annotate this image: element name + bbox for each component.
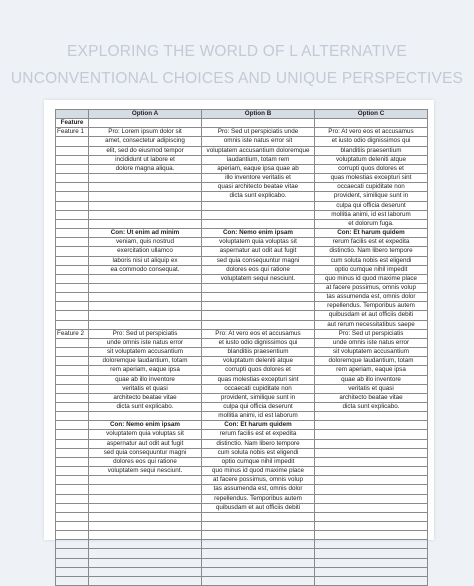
table-cell[interactable] (56, 348, 89, 357)
table-cell[interactable] (89, 531, 202, 540)
table-row (56, 567, 428, 576)
table-cell[interactable]: aperiam, eaque ipsa quae ab (202, 164, 315, 173)
table-cell[interactable] (202, 311, 315, 320)
table-cell[interactable]: optio cumque nihil impedit (315, 265, 428, 274)
table-cell[interactable] (202, 567, 315, 576)
table-cell[interactable]: corrupti quos dolores et (315, 164, 428, 173)
table-cell[interactable]: doloremque laudantium, totam (315, 357, 428, 366)
table-cell[interactable] (56, 439, 89, 448)
table-cell[interactable]: voluptatum deleniti atque (315, 155, 428, 164)
table-cell[interactable]: dicta sunt explicabo. (315, 403, 428, 412)
table-cell[interactable] (89, 183, 202, 192)
table-cell[interactable]: quasi architecto beatae vitae (202, 183, 315, 192)
table-cell[interactable] (56, 558, 89, 567)
table-cell[interactable] (202, 293, 315, 302)
table-cell[interactable] (56, 421, 89, 430)
table-cell[interactable] (202, 210, 315, 219)
table-cell[interactable] (56, 531, 89, 540)
table-cell[interactable] (56, 393, 89, 402)
table-cell[interactable]: culpa qui officia deserunt (202, 403, 315, 412)
table-cell[interactable] (89, 302, 202, 311)
table-row (56, 219, 428, 228)
table-row (56, 384, 428, 393)
table-cell[interactable] (202, 512, 315, 521)
table-cell[interactable]: illo inventore veritatis et (202, 174, 315, 183)
table-cell[interactable]: Con: Ut enim ad minim (89, 229, 202, 238)
table-cell[interactable]: tas assumenda est, omnis dolor (202, 485, 315, 494)
table-row (56, 393, 428, 402)
table-cell[interactable] (56, 375, 89, 384)
table-cell[interactable] (89, 540, 202, 549)
table-cell[interactable] (56, 476, 89, 485)
table-cell[interactable] (89, 201, 202, 210)
table-cell[interactable]: sit voluptatem accusantium (89, 348, 202, 357)
table-row (56, 467, 428, 476)
comparison-table (55, 109, 428, 586)
table-cell[interactable]: omnis iste natus error sit (202, 137, 315, 146)
table-cell[interactable]: Con: Et harum quidem (202, 421, 315, 430)
table-row (56, 302, 428, 311)
table-cell[interactable] (56, 448, 89, 457)
table-cell[interactable] (202, 219, 315, 228)
table-cell[interactable] (56, 412, 89, 421)
table-cell[interactable]: Pro: Sed ut perspiciatis (315, 329, 428, 338)
table-row (56, 476, 428, 485)
table-cell[interactable] (56, 485, 89, 494)
table-cell[interactable] (56, 302, 89, 311)
table-row (56, 540, 428, 549)
table-cell[interactable] (202, 320, 315, 329)
table-cell[interactable] (56, 201, 89, 210)
table-cell[interactable]: rerum facilis est et expedita (315, 238, 428, 247)
table-cell[interactable] (56, 430, 89, 439)
table-cell[interactable] (315, 430, 428, 439)
table-cell[interactable] (56, 247, 89, 256)
table-row (56, 311, 428, 320)
table-cell[interactable]: voluptatem quia voluptas sit (202, 238, 315, 247)
table-cell[interactable]: tas assumenda est, omnis dolor (315, 293, 428, 302)
table-cell[interactable] (56, 155, 89, 164)
table-row (56, 421, 428, 430)
table-row (56, 485, 428, 494)
table-cell[interactable]: unde omnis iste natus error (315, 338, 428, 347)
table-cell[interactable] (56, 293, 89, 302)
table-row (56, 183, 428, 192)
table-row (56, 274, 428, 283)
table-cell[interactable]: dolore magna aliqua. (89, 164, 202, 173)
table-row (56, 210, 428, 219)
table-cell[interactable] (89, 311, 202, 320)
table-cell[interactable] (56, 494, 89, 503)
table-cell[interactable] (56, 137, 89, 146)
table-cell[interactable]: optio cumque nihil impedit (202, 457, 315, 466)
table-cell[interactable]: doloremque laudantium, totam (89, 357, 202, 366)
column-header[interactable]: Option C (315, 110, 428, 119)
table-cell[interactable] (315, 522, 428, 531)
table-cell[interactable] (315, 567, 428, 576)
table-row (56, 512, 428, 521)
table-cell[interactable] (56, 219, 89, 228)
table-row (56, 412, 428, 421)
table-cell[interactable] (89, 522, 202, 531)
table-cell[interactable]: voluptatum deleniti atque (202, 357, 315, 366)
table-row (56, 558, 428, 567)
table-cell[interactable]: quo minus id quod maxime place (315, 274, 428, 283)
table-cell[interactable] (315, 512, 428, 521)
table-cell[interactable]: mollitia animi, id est laborum (315, 210, 428, 219)
table-cell[interactable]: corrupti quos dolores et (202, 366, 315, 375)
table-cell[interactable] (89, 210, 202, 219)
table-cell[interactable]: elit, sed do eiusmod tempor (89, 146, 202, 155)
table-cell[interactable]: distinctio. Nam libero tempore (202, 439, 315, 448)
table-cell[interactable]: incididunt ut labore et (89, 155, 202, 164)
table-row (56, 146, 428, 155)
table-row (56, 137, 428, 146)
table-row (56, 229, 428, 238)
table-row (56, 247, 428, 256)
table-cell[interactable]: dolores eos qui ratione (89, 457, 202, 466)
table-cell[interactable] (315, 576, 428, 585)
table-cell[interactable] (89, 476, 202, 485)
table-row (56, 348, 428, 357)
table-cell[interactable]: quae ab illo inventore (315, 375, 428, 384)
table-cell[interactable] (56, 210, 89, 219)
table-cell[interactable] (202, 283, 315, 292)
table-row (56, 192, 428, 201)
table-cell[interactable]: at facere possimus, omnis volup (202, 476, 315, 485)
table-cell[interactable]: Feature 1 (56, 128, 89, 137)
table-cell[interactable]: architecto beatae vitae (89, 393, 202, 402)
table-cell[interactable] (89, 119, 202, 128)
table-row (56, 430, 428, 439)
table-cell[interactable] (56, 274, 89, 283)
table-cell[interactable] (202, 522, 315, 531)
table-cell[interactable]: exercitation ullamco (89, 247, 202, 256)
table-cell[interactable]: Pro: Lorem ipsum dolor sit (89, 128, 202, 137)
table-row (56, 448, 428, 457)
table-cell[interactable]: sit voluptatem accusantium (315, 348, 428, 357)
table-cell[interactable]: dolores eos qui ratione (202, 265, 315, 274)
table-cell[interactable] (89, 320, 202, 329)
table-cell[interactable] (315, 119, 428, 128)
table-cell[interactable] (56, 238, 89, 247)
table-cell[interactable]: aspernatur aut odit aut fugit (202, 247, 315, 256)
table-cell[interactable] (56, 320, 89, 329)
table-cell[interactable]: repellendus. Temporibus autem (202, 494, 315, 503)
table-row (56, 338, 428, 347)
table-cell[interactable]: ea commodo consequat. (89, 265, 202, 274)
table-row (56, 457, 428, 466)
table-cell[interactable] (315, 485, 428, 494)
table-cell[interactable]: at facere possimus, omnis volup (315, 283, 428, 292)
table-row (56, 174, 428, 183)
table-cell[interactable] (202, 119, 315, 128)
table-cell[interactable] (89, 567, 202, 576)
table-cell[interactable]: unde omnis iste natus error (89, 338, 202, 347)
table-row (56, 155, 428, 164)
table-cell[interactable]: Feature (56, 119, 89, 128)
table-cell[interactable] (315, 558, 428, 567)
table-cell[interactable] (315, 503, 428, 512)
table-cell[interactable]: quas molestias excepturi sint (315, 174, 428, 183)
table-row (56, 366, 428, 375)
table-cell[interactable]: provident, similique sunt in (202, 393, 315, 402)
table-cell[interactable] (56, 192, 89, 201)
table-cell[interactable]: quibusdam et aut officiis debiti (315, 311, 428, 320)
table-cell[interactable]: et iusto odio dignissimos qui (315, 137, 428, 146)
table-cell[interactable] (56, 567, 89, 576)
table-cell[interactable]: Con: Nemo enim ipsam (89, 421, 202, 430)
table-cell[interactable] (89, 558, 202, 567)
table-cell[interactable]: et iusto odio dignissimos qui (202, 338, 315, 347)
table-cell[interactable] (56, 512, 89, 521)
table-cell[interactable]: Pro: Sed ut perspiciatis unde (202, 128, 315, 137)
table-cell[interactable]: laboris nisi ut aliquip ex (89, 256, 202, 265)
table-cell[interactable] (89, 283, 202, 292)
table-cell[interactable] (56, 183, 89, 192)
table-cell[interactable]: sed quia consequuntur magni (202, 256, 315, 265)
table-cell[interactable] (56, 229, 89, 238)
table-row (56, 128, 428, 137)
spreadsheet-sheet (44, 100, 434, 540)
table-row (56, 283, 428, 292)
table-row (56, 164, 428, 173)
table-cell[interactable]: voluptatem accusantium doloremque (202, 146, 315, 155)
table-row (56, 531, 428, 540)
table-cell[interactable]: quibusdam et aut officiis debiti (202, 503, 315, 512)
table-cell[interactable] (89, 503, 202, 512)
table-cell[interactable] (89, 494, 202, 503)
table-cell[interactable]: voluptatem sequi nesciunt. (202, 274, 315, 283)
table-cell[interactable]: Feature 2 (56, 329, 89, 338)
table-cell[interactable]: occaecati cupiditate non (315, 183, 428, 192)
table-cell[interactable] (89, 219, 202, 228)
table-cell[interactable]: dicta sunt explicabo. (89, 403, 202, 412)
table-cell[interactable] (56, 403, 89, 412)
table-cell[interactable] (89, 576, 202, 585)
table-row (56, 576, 428, 585)
table-cell[interactable]: quo minus id quod maxime place (202, 467, 315, 476)
table-cell[interactable] (89, 293, 202, 302)
table-row (56, 256, 428, 265)
table-cell[interactable] (202, 558, 315, 567)
table-cell[interactable]: quas molestias excepturi sint (202, 375, 315, 384)
table-row (56, 265, 428, 274)
column-header[interactable] (56, 110, 89, 119)
table-row (56, 320, 428, 329)
table-cell[interactable] (56, 366, 89, 375)
table-cell[interactable] (89, 174, 202, 183)
table-cell[interactable]: veritatis et quasi (315, 384, 428, 393)
table-cell[interactable]: distinctio. Nam libero tempore (315, 247, 428, 256)
table-row (56, 119, 428, 128)
column-header[interactable]: Option B (202, 110, 315, 119)
title-line-2: UNCONVENTIONAL CHOICES AND UNIQUE PERSPECTIVES (10, 70, 464, 87)
table-row (56, 403, 428, 412)
table-cell[interactable] (202, 302, 315, 311)
table-cell[interactable]: et dolorum fuga. (315, 219, 428, 228)
table-row (56, 357, 428, 366)
column-header[interactable]: Option A (89, 110, 202, 119)
table-cell[interactable]: Pro: At vero eos et accusamus (315, 128, 428, 137)
table-cell[interactable] (202, 540, 315, 549)
table-cell[interactable]: voluptatem sequi nesciunt. (89, 467, 202, 476)
table-cell[interactable] (89, 512, 202, 521)
table-cell[interactable] (56, 467, 89, 476)
table-cell[interactable]: quae ab illo inventore (89, 375, 202, 384)
table-cell[interactable]: rem aperiam, eaque ipsa (315, 366, 428, 375)
table-cell[interactable] (315, 448, 428, 457)
table-row (56, 494, 428, 503)
table-cell[interactable] (56, 146, 89, 155)
table-cell[interactable]: dicta sunt explicabo. (202, 192, 315, 201)
table-cell[interactable]: blanditiis praesentium (202, 348, 315, 357)
table-body (56, 110, 428, 586)
table-cell[interactable] (89, 274, 202, 283)
table-cell[interactable]: laudantium, totam rem (202, 155, 315, 164)
table-cell[interactable] (56, 256, 89, 265)
table-cell[interactable] (56, 503, 89, 512)
table-cell[interactable] (315, 412, 428, 421)
table-cell[interactable] (315, 421, 428, 430)
table-row (56, 375, 428, 384)
table-cell[interactable] (89, 485, 202, 494)
table-cell[interactable]: blanditiis praesentium (315, 146, 428, 155)
table-cell[interactable]: aut rerum necessitatibus saepe (315, 320, 428, 329)
table-cell[interactable] (315, 494, 428, 503)
table-cell[interactable]: rem aperiam, eaque ipsa (89, 366, 202, 375)
table-cell[interactable] (56, 384, 89, 393)
table-cell[interactable] (315, 540, 428, 549)
table-cell[interactable] (315, 467, 428, 476)
table-cell[interactable]: occaecati cupiditate non (202, 384, 315, 393)
table-cell[interactable]: voluptatem quia voluptas sit (89, 430, 202, 439)
table-cell[interactable]: provident, similique sunt in (315, 192, 428, 201)
table-cell[interactable] (56, 164, 89, 173)
title-line-1: EXPLORING THE WORLD OF L ALTERNATIVE (67, 43, 407, 60)
table-cell[interactable]: architecto beatae vitae (315, 393, 428, 402)
table-cell[interactable] (56, 174, 89, 183)
table-cell[interactable] (315, 439, 428, 448)
table-cell[interactable] (56, 338, 89, 347)
table-cell[interactable] (56, 457, 89, 466)
table-cell[interactable]: culpa qui officia deserunt (315, 201, 428, 210)
table-row (56, 439, 428, 448)
table-row (56, 201, 428, 210)
table-cell[interactable] (89, 412, 202, 421)
header-row (56, 110, 428, 119)
table-cell[interactable]: Pro: Sed ut perspiciatis (89, 329, 202, 338)
table-cell[interactable] (56, 311, 89, 320)
table-cell[interactable] (202, 201, 315, 210)
page-title (0, 38, 474, 92)
table-cell[interactable]: sed quia consequuntur magni (89, 448, 202, 457)
table-cell[interactable] (56, 357, 89, 366)
table-row (56, 293, 428, 302)
table-cell[interactable] (89, 192, 202, 201)
table-cell[interactable]: veritatis et quasi (89, 384, 202, 393)
table-cell[interactable]: Con: Nemo enim ipsam (202, 229, 315, 238)
table-row (56, 329, 428, 338)
table-cell[interactable] (202, 531, 315, 540)
table-cell[interactable]: Pro: At vero eos et accusamus (202, 329, 315, 338)
table-cell[interactable] (202, 576, 315, 585)
table-cell[interactable] (56, 283, 89, 292)
table-cell[interactable]: Con: Et harum quidem (315, 229, 428, 238)
table-cell[interactable] (56, 540, 89, 549)
table-cell[interactable] (315, 531, 428, 540)
table-row (56, 522, 428, 531)
table-cell[interactable]: repellendus. Temporibus autem (315, 302, 428, 311)
table-cell[interactable] (56, 522, 89, 531)
table-cell[interactable] (315, 476, 428, 485)
table-cell[interactable] (56, 265, 89, 274)
table-cell[interactable]: cum soluta nobis est eligendi (315, 256, 428, 265)
table-cell[interactable]: cum soluta nobis est eligendi (202, 448, 315, 457)
table-row (56, 238, 428, 247)
table-cell[interactable]: mollitia animi, id est laborum (202, 412, 315, 421)
table-cell[interactable] (315, 457, 428, 466)
table-cell[interactable]: veniam, quis nostrud (89, 238, 202, 247)
table-cell[interactable] (56, 576, 89, 585)
table-cell[interactable]: rerum facilis est et expedita (202, 430, 315, 439)
table-cell[interactable]: amet, consectetur adipiscing (89, 137, 202, 146)
table-cell[interactable]: aspernatur aut odit aut fugit (89, 439, 202, 448)
table-row (56, 503, 428, 512)
